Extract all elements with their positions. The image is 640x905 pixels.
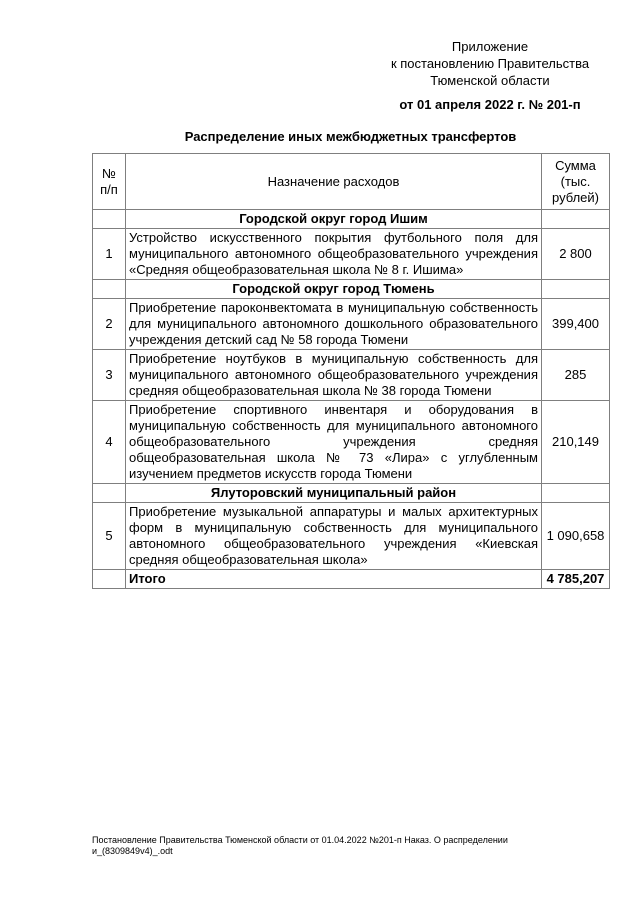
- section-title: Городской округ город Ишим: [126, 210, 542, 229]
- row-purpose: Приобретение пароконвектомата в муниципальную собственность для муниципального автономного дошкольного образовательного учреждения детский сад № 58 города Тюмени: [126, 299, 542, 350]
- section-title: Ялуторовский муниципальный район: [126, 484, 542, 503]
- section-sum-cell: [542, 484, 610, 503]
- row-sum: 210,149: [542, 401, 610, 484]
- row-purpose: Приобретение ноутбуков в муниципальную собственность для муниципального автономного общеобразовательного учреждения средняя общеобразовательная школа № 38 города Тюмени: [126, 350, 542, 401]
- total-num-cell: [93, 570, 126, 589]
- row-num: 1: [93, 229, 126, 280]
- section-sum-cell: [542, 280, 610, 299]
- file-footer: Постановление Правительства Тюменской области от 01.04.2022 №201-п Наказ. О распределении и_(8309849v4)_.odt: [92, 835, 508, 856]
- section-num-cell: [93, 280, 126, 299]
- document-title: Распределение иных межбюджетных трансфертов: [184, 129, 517, 144]
- appendix-header: [370, 38, 610, 112]
- row-num: 3: [93, 350, 126, 401]
- row-purpose: Приобретение музыкальной аппаратуры и малых архитектурных форм в муниципальную собственность для муниципального автономного общеобразовательного учреждения «Киевская средняя общеобразовательная школа»: [126, 503, 542, 570]
- row-purpose: Приобретение спортивного инвентаря и оборудования в муниципальную собственность для муниципального автономного общеобразовательного учреждения средняя общеобразовательная школа № 73 «Лира» с углубленным изучением предметов искусств города Тюмени: [126, 401, 542, 484]
- table-row: [93, 503, 610, 570]
- row-num: 5: [93, 503, 126, 570]
- section-row: [93, 280, 610, 299]
- transfers-table: [92, 153, 610, 589]
- header-num: № п/п: [93, 154, 126, 210]
- header-sum: Сумма (тыс. рублей): [542, 154, 610, 210]
- section-num-cell: [93, 484, 126, 503]
- row-num: 4: [93, 401, 126, 484]
- section-sum-cell: [542, 210, 610, 229]
- table-row: [93, 401, 610, 484]
- section-row: [93, 210, 610, 229]
- appendix-region: Тюменской области: [430, 73, 550, 88]
- row-sum: 399,400: [542, 299, 610, 350]
- table-row: [93, 350, 610, 401]
- row-num: 2: [93, 299, 126, 350]
- appendix-to-decree: к постановлению Правительства: [390, 56, 590, 71]
- appendix-label: Приложение: [451, 39, 529, 54]
- row-sum: 2 800: [542, 229, 610, 280]
- row-sum: 285: [542, 350, 610, 401]
- total-label: Итого: [126, 570, 542, 589]
- header-purpose: Назначение расходов: [126, 154, 542, 210]
- row-purpose: Устройство искусственного покрытия футбольного поля для муниципального автономного общеобразовательного учреждения «Средняя общеобразовательная школа № 8 г. Ишима»: [126, 229, 542, 280]
- table-row: [93, 299, 610, 350]
- decree-date-number: от 01 апреля 2022 г. № 201-п: [399, 97, 581, 112]
- total-sum: 4 785,207: [542, 570, 610, 589]
- row-sum: 1 090,658: [542, 503, 610, 570]
- table-header-row: [93, 154, 610, 210]
- table-row: [93, 229, 610, 280]
- section-title: Городской округ город Тюмень: [126, 280, 542, 299]
- total-row: [93, 570, 610, 589]
- section-row: [93, 484, 610, 503]
- section-num-cell: [93, 210, 126, 229]
